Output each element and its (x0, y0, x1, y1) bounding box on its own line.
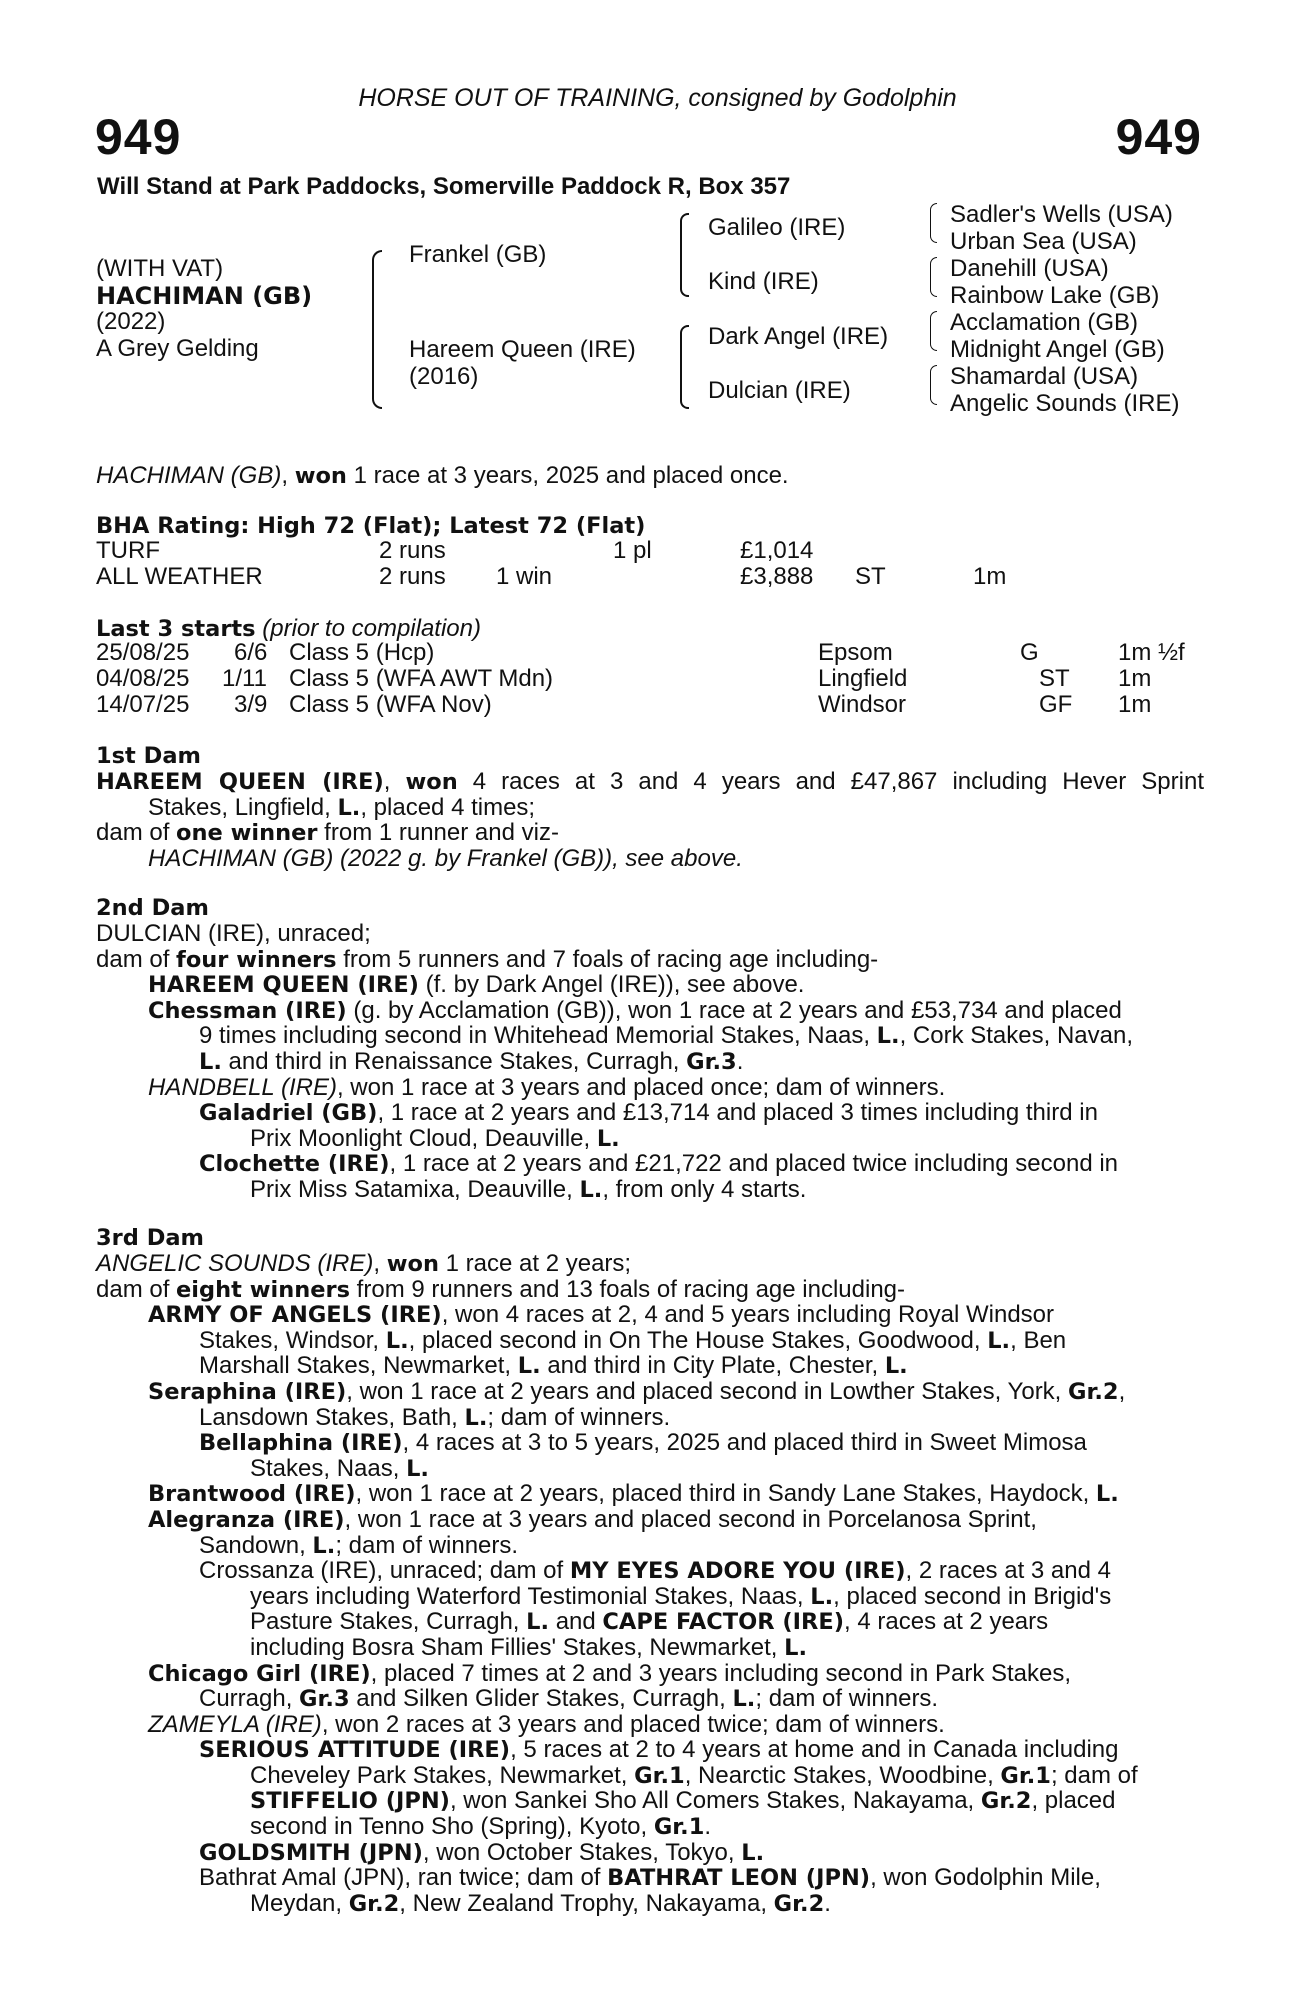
first-dam-heading: 1st Dam (96, 743, 201, 769)
third-dam-line: Crossanza (IRE), unraced; dam of MY EYES ADORE YOU (IRE), 2 races at 3 and 4 (199, 1557, 1111, 1585)
second-dam-line: Prix Moonlight Cloud, Deauville, L. (250, 1124, 620, 1152)
lot-number-left: 949 (95, 109, 182, 165)
second-dam-line: HAREEM QUEEN (IRE) (f. by Dark Angel (IRE)), see above. (148, 971, 805, 999)
second-dam-line: Galadriel (GB), 1 race at 2 years and £13,714 and placed 3 times including third in (199, 1099, 1098, 1127)
second-dam-section (96, 921, 1204, 1203)
pedigree-sire-dam: Kind (IRE) (708, 268, 819, 295)
last-starts-note: (prior to compilation) (262, 615, 481, 642)
third-dam-line: Sandown, L.; dam of winners. (199, 1531, 519, 1559)
summary-horse-name: HACHIMAN (GB) (96, 462, 282, 489)
horse-foaling-year: (2022) (96, 308, 166, 335)
second-dam-line: Chessman (IRE) (g. by Acclamation (GB)), won 1 race at 2 years and £53,734 and placed (148, 996, 1122, 1024)
start-1-position: 6/6 (234, 639, 268, 666)
horse-description: A Grey Gelding (96, 335, 259, 362)
third-dam-line: second in Tenno Sho (Spring), Kyoto, Gr.1. (250, 1813, 712, 1841)
horse-name: HACHIMAN (GB) (96, 282, 313, 310)
start-1-race: Class 5 (Hcp) (289, 639, 435, 666)
start-1-course: Epsom (818, 639, 893, 666)
second-dam-line: Clochette (IRE), 1 race at 2 years and £21,722 and placed twice including second in (199, 1150, 1119, 1178)
third-dam-line: ANGELIC SOUNDS (IRE), won 1 race at 2 years; (96, 1250, 632, 1277)
second-dam-line: L. and third in Renaissance Stakes, Curragh, Gr.3. (199, 1047, 744, 1075)
first-dam-section (96, 769, 1204, 871)
bha-rating-title: BHA Rating: High 72 (Flat); Latest 72 (Flat) (96, 513, 646, 539)
start-2-distance: 1m (1118, 665, 1152, 692)
third-dam-line: Seraphina (IRE), won 1 race at 2 years and placed second in Lowther Stakes, York, Gr.2, (148, 1377, 1126, 1405)
rating-turf-surface: TURF (96, 537, 160, 564)
catalogue-heading: HORSE OUT OF TRAINING, consigned by Godolphin (358, 84, 957, 112)
rating-turf-runs: 2 runs (379, 537, 446, 564)
pedigree-sire-sire: Galileo (IRE) (708, 214, 846, 241)
rating-turf-earnings: £1,014 (740, 537, 814, 564)
third-dam-line: Marshall Stakes, Newmarket, L. and third in City Plate, Chester, L. (199, 1352, 908, 1380)
pedigree-g3-6: Midnight Angel (GB) (950, 336, 1165, 363)
start-2-race: Class 5 (WFA AWT Mdn) (289, 665, 554, 692)
pedigree-g3-4: Rainbow Lake (GB) (950, 282, 1160, 309)
stabling-location: Will Stand at Park Paddocks, Somerville Paddock R, Box 357 (97, 173, 791, 200)
third-dam-line: Stakes, Naas, L. (250, 1454, 429, 1482)
third-dam-line: years including Waterford Testimonial Stakes, Naas, L., placed second in Brigid's (250, 1582, 1112, 1610)
pedigree-dam: Hareem Queen (IRE) (409, 336, 636, 363)
rating-aw-surface: ALL WEATHER (96, 563, 263, 590)
pedigree-dam-year: (2016) (409, 363, 479, 390)
pedigree-dam-dam: Dulcian (IRE) (708, 377, 851, 404)
third-dam-line: Lansdown Stakes, Bath, L.; dam of winners. (199, 1403, 671, 1431)
pedigree-g3-3: Danehill (USA) (950, 255, 1109, 282)
last-starts-title: Last 3 starts (96, 616, 256, 642)
third-dam-line: GOLDSMITH (JPN), won October Stakes, Tokyo, L. (199, 1838, 765, 1866)
pedigree-dam-sire: Dark Angel (IRE) (708, 323, 889, 350)
pedigree-brace-sire (680, 213, 689, 297)
third-dam-line: Pasture Stakes, Curragh, L. and CAPE FACTOR (IRE), 4 races at 2 years (250, 1608, 1049, 1636)
third-dam-line: Bathrat Amal (JPN), ran twice; dam of BATHRAT LEON (JPN), won Godolphin Mile, (199, 1864, 1101, 1892)
second-dam-line: Prix Miss Satamixa, Deauville, L., from only 4 starts. (250, 1175, 807, 1203)
pedigree-sire: Frankel (GB) (409, 241, 547, 268)
start-2-course: Lingfield (818, 665, 908, 692)
rating-aw-going: ST (855, 563, 886, 590)
third-dam-section (96, 1251, 1204, 1916)
rating-aw-wins: 1 win (496, 563, 553, 590)
pedigree-g3-5: Acclamation (GB) (950, 309, 1139, 336)
second-dam-line: HANDBELL (IRE), won 1 race at 3 years and placed once; dam of winners. (148, 1073, 946, 1101)
second-dam-line: dam of four winners from 5 runners and 7 foals of racing age including- (96, 945, 879, 973)
third-dam-line: including Bosra Sham Fillies' Stakes, Newmarket, L. (250, 1633, 808, 1661)
second-dam-line: DULCIAN (IRE), unraced; (96, 920, 371, 947)
third-dam-line: dam of eight winners from 9 runners and 13 foals of racing age including- (96, 1275, 906, 1303)
third-dam-line: Meydan, Gr.2, New Zealand Trophy, Nakayama, Gr.2. (250, 1889, 831, 1917)
first-dam-line: Stakes, Lingfield, L., placed 4 times; (148, 793, 536, 821)
third-dam-line: Bellaphina (IRE), 4 races at 3 to 5 years, 2025 and placed third in Sweet Mimosa (199, 1429, 1087, 1457)
start-3-course: Windsor (818, 691, 907, 718)
third-dam-line: Alegranza (IRE), won 1 race at 3 years and placed second in Porcelanosa Sprint, (148, 1505, 1037, 1533)
third-dam-line: ARMY OF ANGELS (IRE), won 4 races at 2, 4 and 5 years including Royal Windsor (148, 1301, 1055, 1329)
third-dam-line: Cheveley Park Stakes, Newmarket, Gr.1, Nearctic Stakes, Woodbine, Gr.1; dam of (250, 1761, 1138, 1789)
first-dam-line: HAREEM QUEEN (IRE), won 4 races at 3 and 4 years and £47,867 including Hever Sprint (96, 768, 1204, 795)
race-summary: HACHIMAN (GB), won 1 race at 3 years, 2025 and placed once. (96, 462, 789, 489)
third-dam-line: Stakes, Windsor, L., placed second in On The House Stakes, Goodwood, L., Ben (199, 1326, 1067, 1354)
lot-number-right: 949 (1115, 109, 1202, 165)
start-2-position: 1/11 (222, 665, 267, 692)
first-dam-line: dam of one winner from 1 runner and viz- (96, 819, 559, 847)
third-dam-line: STIFFELIO (JPN), won Sankei Sho All Comers Stakes, Nakayama, Gr.2, placed (250, 1787, 1116, 1815)
start-2-date: 04/08/25 (96, 665, 190, 692)
summary-won: won (294, 463, 347, 489)
third-dam-heading: 3rd Dam (96, 1225, 204, 1251)
vat-status: (WITH VAT) (96, 255, 224, 282)
third-dam-line: Brantwood (IRE), won 1 race at 2 years, placed third in Sandy Lane Stakes, Haydock, L. (148, 1480, 1119, 1508)
pedigree-brace-main (372, 250, 382, 409)
start-1-distance: 1m ½f (1118, 639, 1185, 666)
start-3-date: 14/07/25 (96, 691, 190, 718)
first-dam-progeny: HACHIMAN (GB) (2022 g. by Frankel (GB)), see above. (148, 844, 743, 872)
pedigree-brace-g2 (930, 257, 937, 297)
pedigree-g3-2: Urban Sea (USA) (950, 228, 1137, 255)
start-3-distance: 1m (1118, 691, 1152, 718)
start-2-going: ST (1039, 665, 1070, 692)
third-dam-line: ZAMEYLA (IRE), won 2 races at 3 years and placed twice; dam of winners. (148, 1710, 945, 1738)
pedigree-brace-g1 (930, 203, 937, 243)
pedigree-brace-g4 (930, 365, 937, 405)
rating-turf-placed: 1 pl (613, 537, 652, 564)
pedigree-brace-g3 (930, 311, 937, 351)
second-dam-heading: 2nd Dam (96, 895, 209, 921)
rating-aw-earnings: £3,888 (740, 563, 814, 590)
third-dam-line: SERIOUS ATTITUDE (IRE), 5 races at 2 to 4 years at home and in Canada including (199, 1736, 1119, 1764)
start-3-position: 3/9 (234, 691, 268, 718)
start-1-going: G (1020, 639, 1039, 666)
pedigree-brace-dam (680, 325, 689, 409)
pedigree-g3-7: Shamardal (USA) (950, 363, 1139, 390)
third-dam-line: Curragh, Gr.3 and Silken Glider Stakes, Curragh, L.; dam of winners. (199, 1685, 939, 1713)
second-dam-line: 9 times including second in Whitehead Memorial Stakes, Naas, L., Cork Stakes, Navan, (199, 1022, 1133, 1050)
summary-text: 1 race at 3 years, 2025 and placed once. (353, 462, 789, 489)
rating-aw-runs: 2 runs (379, 563, 446, 590)
start-3-race: Class 5 (WFA Nov) (289, 691, 492, 718)
pedigree-g3-8: Angelic Sounds (IRE) (950, 390, 1180, 417)
rating-aw-distance: 1m (973, 563, 1007, 590)
start-1-date: 25/08/25 (96, 639, 190, 666)
third-dam-line: Chicago Girl (IRE), placed 7 times at 2 and 3 years including second in Park Stakes, (148, 1659, 1072, 1687)
pedigree-g3-1: Sadler's Wells (USA) (950, 201, 1173, 228)
start-3-going: GF (1039, 691, 1073, 718)
